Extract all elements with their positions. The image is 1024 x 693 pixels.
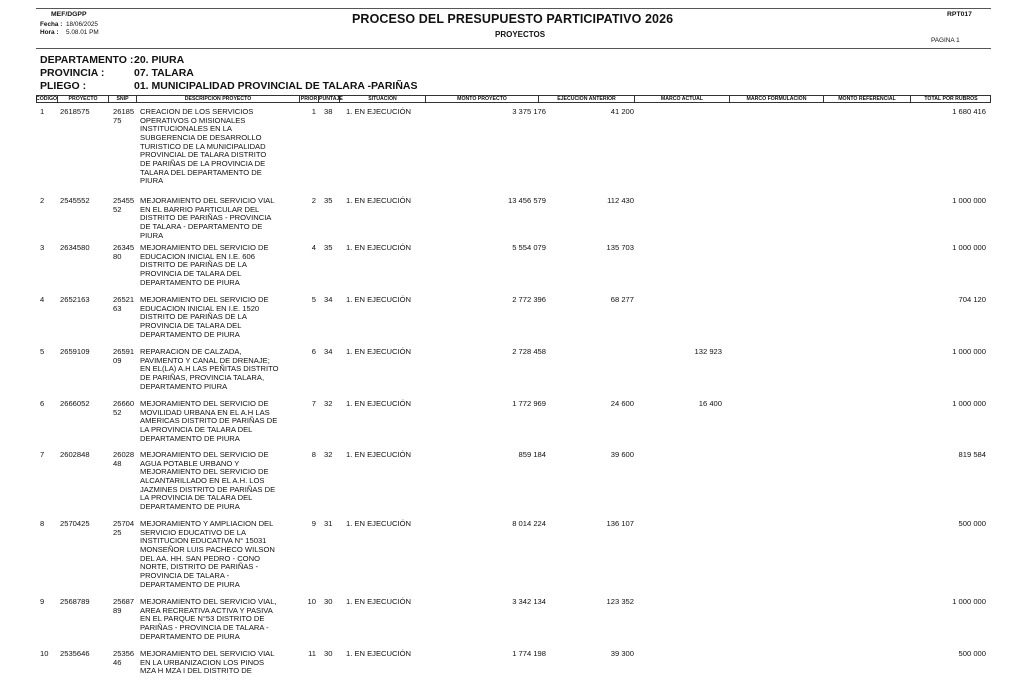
snip-line: 26660 (113, 399, 135, 408)
column-header-monto-proyecto: MONTO PROYECTO (426, 96, 539, 103)
total-rubros-cell: 500 000 (958, 649, 986, 658)
ejecucion-anterior-cell: 112 430 (607, 196, 634, 205)
codigo-cell: 7 (40, 450, 45, 459)
descripcion-cell (140, 451, 275, 512)
descripcion-line: MEJORAMIENTO DEL SERVICIO VIAL (140, 649, 275, 658)
prior-cell: 5 (311, 295, 316, 304)
descripcion-line: MEJORAMIENTO Y AMPLIACION DEL (140, 519, 274, 528)
total-rubros-cell: 704 120 (958, 295, 986, 304)
column-header-monto-referencial: MONTO REFERENCIAL (824, 96, 911, 103)
ejecucion-anterior-cell: 135 703 (606, 243, 634, 252)
descripcion-cell (140, 650, 274, 676)
departamento-label: DEPARTAMENTO : (40, 54, 134, 66)
snip-line: 26521 (113, 295, 135, 304)
descripcion-line: EN EL PARQUE N°53 DISTRITO DE (140, 614, 265, 624)
snip-cell (113, 296, 134, 313)
page-number: PAGINA 1 (931, 37, 960, 44)
codigo-cell: 2 (40, 196, 45, 205)
hora-label: Hora : (40, 29, 59, 36)
codigo-cell: 9 (40, 597, 45, 606)
descripcion-line: DISTRITO DE PARIÑAS DE LA (140, 312, 247, 322)
descripcion-line: EDUCACION INICIAL EN I.E. 606 (140, 251, 255, 261)
report-subtitle: PROYECTOS (495, 30, 546, 39)
prior-cell: 11 (308, 649, 316, 658)
snip-line: 75 (113, 115, 122, 125)
descripcion-line: MEJORAMIENTO DEL SERVICIO DE (140, 450, 269, 459)
codigo-cell: 1 (40, 107, 45, 116)
column-header-puntaje: PUNTAJE (319, 96, 343, 102)
hora-value: 5.08.01 PM (66, 29, 99, 36)
snip-line: 63 (113, 303, 122, 313)
report-title: PROCESO DEL PRESUPUESTO PARTICIPATIVO 2026 (352, 12, 674, 26)
descripcion-line: SERVICIO EDUCATIVO DE LA (140, 527, 247, 537)
marco-actual-cell: 16 400 (698, 399, 722, 408)
prior-cell: 6 (311, 347, 316, 356)
descripcion-line: MEJORAMIENTO DEL SERVICIO DE (140, 399, 269, 408)
snip-line: 25 (113, 527, 122, 537)
situacion-cell: 1. EN EJECUCIÓN (346, 243, 411, 252)
column-header-descripcion-proyecto: DESCRIPCION PROYECTO (137, 96, 300, 103)
prior-cell: 4 (311, 243, 316, 252)
descripcion-line: DEPARTAMENTO DE PIURA (140, 579, 240, 589)
snip-line: 09 (113, 355, 122, 365)
monto-proyecto-cell: 3 375 176 (512, 107, 546, 116)
puntaje-cell: 31 (324, 519, 333, 528)
descripcion-line: MONSEÑOR LUIS PACHECO WILSON (140, 544, 275, 554)
total-rubros-cell: 1 000 000 (952, 243, 986, 252)
provincia-label: PROVINCIA : (40, 67, 105, 79)
pliego-value: 01. MUNICIPALIDAD PROVINCIAL DE TALARA -PARIÑAS (134, 80, 418, 92)
proyecto-cell: 2652163 (60, 295, 90, 304)
snip-line: 25356 (113, 649, 135, 658)
snip-cell (113, 108, 134, 125)
descripcion-line: AGUA POTABLE URBANO Y (140, 458, 240, 468)
puntaje-cell: 34 (324, 347, 333, 356)
snip-line: 46 (113, 657, 122, 667)
situacion-cell: 1. EN EJECUCIÓN (346, 107, 411, 116)
provincia-value: 07. TALARA (134, 67, 194, 79)
descripcion-line: DE PARIÑAS DE LA PROVINCIA DE (140, 158, 266, 168)
descripcion-line: DISTRITO DE PARIÑAS DE LA (140, 260, 247, 270)
codigo-cell: 4 (40, 295, 45, 304)
prior-cell: 10 (307, 597, 316, 606)
proyecto-cell: 2659109 (60, 347, 90, 356)
pliego-label: PLIEGO : (40, 80, 87, 92)
descripcion-cell (140, 520, 275, 589)
descripcion-line: PROVINCIA DE TALARA DEL (140, 320, 242, 330)
snip-cell (113, 348, 134, 365)
ejecucion-anterior-cell: 41 200 (610, 107, 634, 116)
proyecto-cell: 2634580 (60, 243, 90, 252)
codigo-cell: 5 (40, 347, 45, 356)
descripcion-cell (140, 296, 269, 339)
snip-line: 26028 (113, 450, 135, 459)
codigo-cell: 6 (40, 399, 45, 408)
snip-line: 25704 (113, 519, 135, 528)
descripcion-line: DEPARTAMENTO DE PIURA (140, 277, 240, 287)
situacion-cell: 1. EN EJECUCIÓN (346, 519, 411, 528)
ejecucion-anterior-cell: 39 300 (610, 649, 634, 658)
descripcion-line: EN LA URBANIZACION LOS PINOS (140, 657, 265, 667)
monto-proyecto-cell: 5 554 079 (512, 243, 546, 252)
monto-proyecto-cell: 13 456 579 (507, 196, 546, 205)
descripcion-line: EDUCACION INICIAL EN I.E. 1520 (140, 303, 260, 313)
descripcion-line: DEPARTAMENTO PIURA (140, 381, 228, 391)
org-code: MEF/DGPP (51, 11, 87, 18)
puntaje-cell: 32 (324, 399, 333, 408)
snip-cell (113, 400, 134, 417)
fecha-value: 18/06/2025 (66, 21, 98, 28)
descripcion-line: PROVINCIA DE TALARA DEL (140, 268, 242, 278)
column-header-marco-formulacion: MARCO FORMULACION (730, 96, 824, 103)
descripcion-line: DEPARTAMENTO DE PIURA (140, 433, 240, 443)
proyecto-cell: 2545552 (60, 196, 90, 205)
snip-line: 48 (113, 458, 122, 468)
descripcion-line: PIURA (140, 230, 164, 240)
descripcion-line: MEJORAMIENTO DEL SERVICIO DE (140, 467, 269, 477)
descripcion-cell (140, 348, 279, 391)
descripcion-line: DEPARTAMENTO DE PIURA (140, 329, 240, 339)
descripcion-line: LA PROVINCIA DE TALARA DEL (140, 493, 253, 503)
ejecucion-anterior-cell: 136 107 (606, 519, 634, 528)
puntaje-cell: 38 (324, 107, 333, 116)
monto-proyecto-cell: 8 014 224 (512, 519, 546, 528)
snip-line: 26345 (113, 243, 135, 252)
total-rubros-cell: 1 000 000 (952, 399, 986, 408)
column-header-proyecto: PROYECTO (58, 96, 109, 103)
snip-line: 26591 (113, 347, 135, 356)
descripcion-line: DISTRITO DE PARIÑAS - PROVINCIA (140, 213, 272, 223)
descripcion-line: CREACION DE LOS SERVICIOS (140, 107, 254, 116)
descripcion-line: DEPARTAMENTO DE PIURA (140, 631, 240, 641)
puntaje-cell: 34 (324, 295, 333, 304)
ejecucion-anterior-cell: 123 352 (606, 597, 634, 606)
proyecto-cell: 2568789 (60, 597, 90, 606)
situacion-cell: 1. EN EJECUCIÓN (346, 649, 411, 658)
situacion-cell: 1. EN EJECUCIÓN (346, 597, 411, 606)
column-header-codigo: CODIGO (36, 96, 58, 102)
snip-cell (113, 520, 134, 537)
descripcion-line: PAVIMENTO Y CANAL DE DRENAJE; (140, 355, 270, 365)
descripcion-line: PROVINCIA DE TALARA - (140, 570, 230, 580)
descripcion-line: REPARACION DE CALZADA, (140, 347, 242, 356)
descripcion-line: PARIÑAS - PROVINCIA DE TALARA - (140, 622, 269, 632)
prior-cell: 9 (311, 519, 316, 528)
situacion-cell: 1. EN EJECUCIÓN (346, 196, 411, 205)
situacion-cell: 1. EN EJECUCIÓN (346, 399, 411, 408)
puntaje-cell: 35 (324, 196, 333, 205)
situacion-cell: 1. EN EJECUCIÓN (346, 450, 411, 459)
ejecucion-anterior-cell: 68 277 (610, 295, 634, 304)
descripcion-line: EN EL(LA) A.H LAS PEÑITAS DISTRITO (140, 364, 279, 374)
descripcion-line: LA PROVINCIA DE TALARA DEL (140, 424, 253, 434)
monto-proyecto-cell: 1 774 198 (512, 649, 546, 658)
snip-line: 52 (113, 204, 122, 214)
header-rule (36, 48, 991, 49)
descripcion-line: AREA RECREATIVA ACTIVA Y PASIVA (140, 605, 273, 615)
proyecto-cell: 2666052 (60, 399, 90, 408)
top-rule (36, 8, 991, 9)
descripcion-line: INSTITUCION EDUCATIVA N° 15031 (140, 536, 267, 546)
descripcion-cell (140, 197, 274, 240)
puntaje-cell: 30 (324, 597, 333, 606)
total-rubros-cell: 1 000 000 (952, 196, 986, 205)
descripcion-cell (140, 598, 277, 641)
descripcion-line: OPERATIVOS O MISIONALES (140, 115, 246, 125)
snip-cell (113, 197, 134, 214)
descripcion-line: PIURA (140, 176, 164, 186)
descripcion-line: EN EL BARRIO PARTICULAR DEL (140, 204, 260, 214)
total-rubros-cell: 500 000 (958, 519, 986, 528)
column-header-prior: PRIOR (300, 96, 318, 102)
snip-line: 25687 (113, 597, 135, 606)
fecha-label: Fecha : (40, 21, 63, 28)
descripcion-line: MZA H MZA I DEL DISTRITO DE (140, 666, 252, 676)
codigo-cell: 10 (40, 649, 49, 658)
puntaje-cell: 35 (324, 243, 333, 252)
column-header-ejecucion-anterior: EJECUCION ANTERIOR (539, 96, 635, 103)
snip-line: 80 (113, 251, 122, 261)
snip-line: 25455 (113, 196, 135, 205)
descripcion-line: DE TALARA - DEPARTAMENTO DE (140, 221, 263, 231)
descripcion-line: JAZMINES DISTRITO DE PARIÑAS DE (140, 484, 276, 494)
descripcion-line: PROVINCIAL DE TALARA DISTRITO (140, 150, 267, 160)
descripcion-line: DEPARTAMENTO DE PIURA (140, 501, 240, 511)
snip-cell (113, 451, 134, 468)
monto-proyecto-cell: 2 772 396 (512, 295, 546, 304)
snip-line: 26185 (113, 107, 135, 116)
ejecucion-anterior-cell: 24 600 (610, 399, 634, 408)
puntaje-cell: 32 (324, 450, 333, 459)
column-header-situacion: SITUACION (340, 96, 426, 103)
proyecto-cell: 2602848 (60, 450, 90, 459)
puntaje-cell: 30 (324, 649, 333, 658)
total-rubros-cell: 819 584 (958, 450, 986, 459)
column-header-marco-actual: MARCO ACTUAL (635, 96, 730, 103)
descripcion-line: MOVILIDAD URBANA EN EL A.H LAS (140, 407, 270, 417)
descripcion-line: MEJORAMIENTO DEL SERVICIO VIAL, (140, 597, 277, 606)
descripcion-line: DEL AA. HH. SAN PEDRO - CONO (140, 553, 260, 563)
descripcion-line: INSTITUCIONALES EN LA (140, 124, 232, 134)
descripcion-line: TALARA DEL DEPARTAMENTO DE (140, 167, 262, 177)
ejecucion-anterior-cell: 39 600 (610, 450, 634, 459)
monto-proyecto-cell: 2 728 458 (512, 347, 546, 356)
descripcion-line: MEJORAMIENTO DEL SERVICIO DE (140, 243, 269, 252)
monto-proyecto-cell: 859 184 (518, 450, 546, 459)
prior-cell: 1 (311, 107, 316, 116)
descripcion-line: ALCANTARILLADO EN EL A.H. LOS (140, 475, 265, 485)
monto-proyecto-cell: 1 772 969 (512, 399, 546, 408)
prior-cell: 8 (311, 450, 316, 459)
codigo-cell: 3 (40, 243, 45, 252)
descripcion-line: MEJORAMIENTO DEL SERVICIO DE (140, 295, 269, 304)
descripcion-line: SUBGERENCIA DE DESARROLLO (140, 132, 262, 142)
descripcion-line: MEJORAMIENTO DEL SERVICIO VIAL (140, 196, 275, 205)
proyecto-cell: 2570425 (60, 519, 90, 528)
prior-cell: 7 (311, 399, 316, 408)
column-header-snip: SNIP (109, 96, 137, 103)
column-header-total-por-rubros: TOTAL POR RUBROS (924, 96, 978, 102)
snip-line: 89 (113, 605, 122, 615)
situacion-cell: 1. EN EJECUCIÓN (346, 347, 411, 356)
situacion-cell: 1. EN EJECUCIÓN (346, 295, 411, 304)
report-code: RPT017 (947, 11, 972, 18)
snip-cell (113, 650, 134, 667)
descripcion-cell (140, 400, 277, 443)
total-rubros-cell: 1 000 000 (952, 347, 986, 356)
marco-actual-cell: 132 923 (694, 347, 722, 356)
snip-cell (113, 244, 134, 261)
prior-cell: 2 (311, 196, 316, 205)
descripcion-line: DE PARIÑAS, PROVINCIA TALARA, (140, 372, 265, 382)
total-rubros-cell: 1 680 416 (952, 107, 986, 116)
proyecto-cell: 2618575 (60, 107, 90, 116)
descripcion-cell (140, 244, 269, 287)
codigo-cell: 8 (40, 519, 45, 528)
total-rubros-cell: 1 000 000 (952, 597, 986, 606)
snip-line: 52 (113, 407, 122, 417)
departamento-value: 20. PIURA (134, 54, 185, 66)
descripcion-line: TURISTICO DE LA MUNICIPALIDAD (140, 141, 266, 151)
descripcion-cell (140, 108, 266, 186)
descripcion-line: NORTE, DISTRITO DE PARIÑAS - (140, 562, 259, 572)
snip-cell (113, 598, 134, 615)
monto-proyecto-cell: 3 342 134 (512, 597, 546, 606)
proyecto-cell: 2535646 (60, 649, 90, 658)
descripcion-line: AMERICAS DISTRITO DE PARIÑAS DE (140, 416, 278, 426)
